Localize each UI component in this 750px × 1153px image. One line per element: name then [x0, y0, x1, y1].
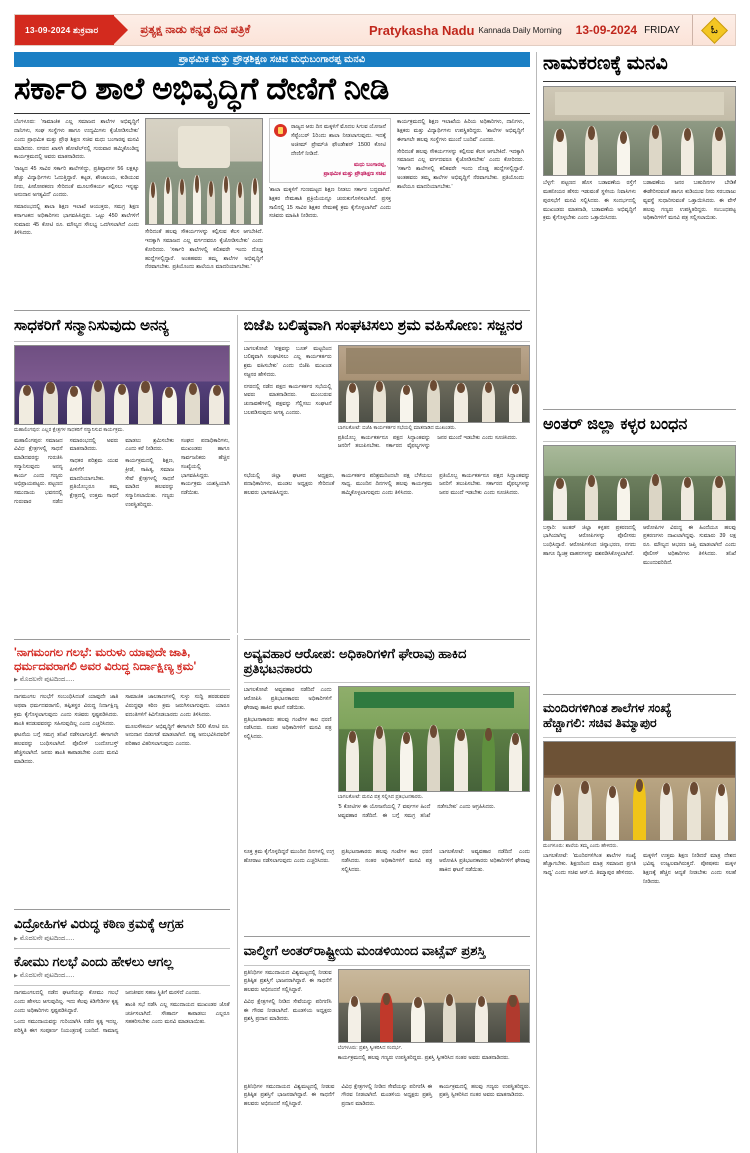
story-nagamangala-byline: ▶ ಮೊದಲನೇ ಪುಟದಿಂದ.....: [14, 676, 230, 686]
divider: [244, 965, 530, 966]
masthead-date-flag: [15, 15, 114, 45]
story-bjp-text-left: [244, 345, 332, 470]
story-paragraph: ಸಾಮಾಜಿಕ ಜಾಲತಾಣಗಳಲ್ಲಿ ಸುಳ್ಳು ಸುದ್ದಿ ಹರಡುವವರ ವಿರುದ್ಧವೂ ಕಠಿಣ ಕ್ರಮ ಜರುಗಿಸಲಾಗುವುದು. ಯಾರೂ ವದಂತಿಗಳಿಗೆ ಕಿವಿಗೊಡಬಾರದು ಎಂದು ತಿಳಿಸಿದರು.: [125, 694, 230, 718]
main-column: [14, 52, 530, 1153]
masthead-date-english: 13-09-2024: [575, 23, 638, 37]
story-paragraph: '5 ಕೋಟಿಗಳ ಈ ಯೋಜನೆಯಲ್ಲಿ 7 ವರ್ಷಗಳ ಹಿಂದೆ ಅವ್ಯವಹಾರ ನಡೆದಿದೆ. ಈ ಬಗ್ಗೆ ಸಮಗ್ರ ತನಿಖೆ ನಡೆಸಬೇಕು' ಎಂದು ಆಗ್ರಹಿಸಿದರು.: [337, 804, 496, 820]
story-paragraph: ಪ್ರತಿಭಟನಾಕಾರರು ಹಲವು ಗಂಟೆಗಳ ಕಾಲ ಧರಣಿ ನಡೆಸಿದರು. ನಂತರ ಅಧಿಕಾರಿಗಳಿಗೆ ಮನವಿ ಪತ್ರ ಸಲ್ಲಿಸಿದರು.: [341, 849, 433, 873]
rc-story2-paragraph: ಆರೋಪಿಗಳ ವಿರುದ್ಧ ಈ ಹಿಂದೆಯೂ ಹಲವು ಪ್ರಕರಣಗಳು ದಾಖಲಾಗಿದ್ದವು. ಸುಮಾರು 39 ಲಕ್ಷ ರೂ. ಮೌಲ್ಯದ ಆಭರಣ ಜಪ್ತಿ ಮಾಡಲಾಗಿದೆ ಎಂದು ಪೊಲೀಸ್ ಅಧಿಕಾರಿಗಳು ತಿಳಿಸಿದರು. ತನಿಖೆ ಮುಂದುವರಿದಿದೆ.: [643, 524, 736, 566]
story-volleyball-photo: [338, 969, 530, 1043]
divider: [14, 341, 230, 342]
story-bjp: [237, 315, 530, 632]
story-paragraph: ಮಹಾಲಿಂಗಪುರ: ಸಮಾಜದ ವಿವಿಧ ಕ್ಷೇತ್ರಗಳಲ್ಲಿ ಸಾಧನೆ ಮಾಡಿದವರನ್ನು ಗುರುತಿಸಿ ಸನ್ಮಾನಿಸುವುದು ಅನನ್ಯ ಕಾರ್ಯ ಎಂದು ಗಣ್ಯರು ಅಭಿಪ್ರಾಯಪಟ್ಟರು. ಪಟ್ಟಣದ ಸಮುದಾಯ ಭವನದಲ್ಲಿ ಗುರುವಾರ ನಡೆದ ಸಮಾರಂಭದಲ್ಲಿ ಅವರು ಮಾತನಾಡಿದರು.: [14, 437, 119, 505]
rc-story1-headline: ನಾಮಕರಣಕ್ಕೆ ಮನವಿ: [543, 53, 668, 74]
lead-photo-wrap: [145, 118, 263, 306]
story-volleyball-headline: ವಾಲ್ಮೀಗೆ ಅಂತರ್‌ರಾಷ್ಟ್ರೀಯ ಮಂಡಳಿಯಿಂದ ವಾಟ್ಸೆವ್ ಪ್ರಶಸ್ತಿ: [243, 943, 486, 959]
story-vidrohi-headline: ವಿದ್ರೋಹಿಗಳ ವಿರುದ್ಧ ಕಠಿಣ ಕ್ರಮಕ್ಕೆ ಆಗ್ರಹ: [14, 916, 184, 932]
masthead-title-kannada: ಪ್ರತ್ಯಕ್ಷ ನಾಡು ಕನ್ನಡ ದಿನ ಪತ್ರಿಕೆ: [140, 23, 251, 36]
infobox-signature-title: ಪ್ರಾಥಮಿಕ ಮತ್ತು ಪ್ರೌಢಶಿಕ್ಷಣ ಸಚಿವ: [323, 170, 386, 177]
lead-kicker: ಪ್ರಾಥಮಿಕ ಮತ್ತು ಪ್ರೌಢಶಿಕ್ಷಣ ಸಚಿವ ಮಧುಬಂಗಾರಪ್ಪ ಮನವಿ: [14, 52, 530, 67]
lead-paragraph: ಸೇರಿದಂತೆ ಹಲವು ಸೌಕರ್ಯಗಳನ್ನು ಕಲ್ಪಿಸುವ ಕೆಲಸ ಆಗಬೇಕಿದೆ. ಇದಕ್ಕಾಗಿ ಸಮಾಜದ ಎಲ್ಲ ವರ್ಗದವರೂ ಕೈಜೋಡಿಸಬೇಕು' ಎಂದು ಕೋರಿದರು. 'ಸರ್ಕಾರಿ ಶಾಲೆಗಳಲ್ಲಿ ಕಲಿತವರೇ ಇಂದು ದೊಡ್ಡ ಹುದ್ದೆಗಳಲ್ಲಿದ್ದಾರೆ. ಅಂತಹವರು ತಮ್ಮ ಶಾಲೆಗಳ ಅಭಿವೃದ್ಧಿಗೆ ನೆರವಾಗಬೇಕು. ಪ್ರತಿಯೊಂದು ಶಾಲೆಯೂ ಮಾದರಿಯಾಗಬೇಕು.': [397, 148, 524, 190]
rc-story3-paragraph: ಮಕ್ಕಳಿಗೆ ಉತ್ತಮ ಶಿಕ್ಷಣ ನೀಡಿದರೆ ಮಾತ್ರ ದೇಶದ ಭವಿಷ್ಯ ಉಜ್ವಲವಾಗಿರುತ್ತದೆ. ಪೋಷಕರು ಮಕ್ಕಳ ಶಿಕ್ಷಣಕ್ಕೆ ಹೆಚ್ಚಿನ ಆದ್ಯತೆ ನೀಡಬೇಕು ಎಂದು ಸಲಹೆ ನೀಡಿದರು.: [643, 852, 736, 885]
story-paragraph: ಘಟನೆಯ ಬಗ್ಗೆ ಸಮಗ್ರ ತನಿಖೆ ನಡೆಸಲಾಗುತ್ತಿದೆ. ಈಗಾಗಲೇ ಹಲವರನ್ನು ಬಂಧಿಸಲಾಗಿದೆ. ಪೊಲೀಸ್ ಬಂದೋಬಸ್ತ್ ಹೆಚ್ಚಿಸಲಾಗಿದೆ. ಜನರು ಶಾಂತಿ ಕಾಪಾಡಬೇಕು ಎಂದು ಮನವಿ ಮಾಡಿದರು.: [14, 732, 119, 765]
story-vidrohi-byline: ▶ ಮೊದಲನೇ ಪುಟದಿಂದ.....: [14, 935, 230, 945]
story-komu-byline: ▶ ಮೊದಲನೇ ಪುಟದಿಂದ.....: [14, 972, 230, 982]
rc-story3-caption: ಮಂಗಳೂರು: ಶಾಲೆಯ ತಮ್ಮ ಎಂದು ಹೇಳಿದರು.: [543, 842, 618, 849]
story-nagamangala-headline-l1: 'ನಾಗಮಂಗಲ ಗಲಭೆ: ಮರುಳು ಯಾವುದೇ ಜಾತಿ,: [14, 646, 191, 659]
masthead-subtitle-english: Kannada Daily Morning: [478, 25, 562, 35]
lower-midsection: [14, 635, 530, 1153]
story-bjp-headline: ಬಿಜೆಪಿ ಬಲಿಷ್ಠವಾಗಿ ಸಂಘಟಿಸಲು ಶ್ರಮ ವಹಿಸೋಣ: ಸಜ್ಜನರ: [243, 317, 523, 335]
rc-story3-headline-l1: ಮಂದಿರಗಳಿಗಿಂತ ಶಾಲೆಗಳ ಸಂಖ್ಯೆ: [543, 700, 672, 715]
story-paragraph: ಪ್ರತಿನಿಧಿಗಳ ಸಮುದಾಯದ ವಿಶ್ವಮಟ್ಟದಲ್ಲಿ ನೀಡುವ ಪ್ರತಿಷ್ಠಿತ ಪ್ರಶಸ್ತಿಗೆ ಭಾಜನರಾಗಿದ್ದಾರೆ. ಈ ಸಾಧನೆಗೆ ಹಲವರು ಅಭಿನಂದನೆ ಸಲ್ಲಿಸಿದ್ದಾರೆ.: [243, 1083, 335, 1108]
story-paragraph: ಸಾಧಕರ ಪರಿಶ್ರಮ ಯುವ ಪೀಳಿಗೆಗೆ ಮಾದರಿಯಾಗಬೇಕು. ಪ್ರತಿಯೊಬ್ಬರೂ ತಮ್ಮ ಕ್ಷೇತ್ರದಲ್ಲಿ ಉತ್ತಮ ಸಾಧನೆ ಮಾಡಲು ಶ್ರಮಿಸಬೇಕು ಎಂದು ಕರೆ ನೀಡಿದರು.: [69, 437, 174, 500]
divider: [543, 409, 736, 410]
story-volleyball-caption: ಬೆಂಗಳೂರು: ಪ್ರಶಸ್ತಿ ಸ್ವೀಕರಿಸಿದ ಸಂದರ್ಭ.: [337, 1044, 403, 1051]
story-achievers-caption: ಮಹಾಲಿಂಗಪುರ: ಎಲ್ಲರ ಕ್ಷೇತ್ರಗಳ ಸಾಧಕರಿಗೆ ಸನ್ಮಾನಿಸುವ ಕಾರ್ಯಕ್ರಮ.: [14, 426, 124, 433]
story-paragraph: ನಾಗಮಂಗಲದಲ್ಲಿ ನಡೆದ ಘಟನೆಯನ್ನು ಕೋಮು ಗಲಭೆ ಎಂದು ಹೇಳಲು ಆಗುವುದಿಲ್ಲ. ಇದು ಕೆಲವು ಕಿಡಿಗೇಡಿಗಳ ಕೃತ್ಯ ಎಂದು ಅಧಿಕಾರಿಗಳು ಸ್ಪಷ್ಟಪಡಿಸಿದ್ದಾರೆ.: [14, 990, 119, 1014]
story-paragraph: ಕಾರ್ಯಕರ್ತರ ಪರಿಶ್ರಮದಿಂದಲೇ ಪಕ್ಷ ಬೆಳೆಯಲು ಸಾಧ್ಯ. ಮುಂದಿನ ದಿನಗಳಲ್ಲಿ ಹಲವು ಕಾರ್ಯಕ್ರಮ ಹಮ್ಮಿಕೊಳ್ಳಲಾಗುವುದು ಎಂದು ತಿಳಿಸಿದರು.: [341, 472, 433, 497]
masthead-logo: [692, 15, 735, 45]
divider: [244, 682, 530, 683]
lead-text-right: [269, 118, 391, 306]
divider: [14, 113, 530, 114]
divider: [543, 441, 736, 442]
story-komu-headline: ಕೋಮು ಗಲಭೆ ಎಂದು ಹೇಳಲು ಆಗಲ್ಲ: [14, 953, 174, 969]
story-achievers: [14, 315, 230, 632]
divider: [14, 985, 230, 986]
story-protest-photo: [338, 686, 530, 792]
rc-story3-paragraph: ಬಾಗಲಕೋಟೆ: 'ಮಂದಿರಗಳಿಗಿಂತ ಶಾಲೆಗಳ ಸಂಖ್ಯೆ ಹೆಚ್ಚಾಗಬೇಕು. ಶಿಕ್ಷಣದಿಂದ ಮಾತ್ರ ಸಮಾಜದ ಪ್ರಗತಿ ಸಾಧ್ಯ' ಎಂದು ಸಚಿವ ಆರ್.ಬಿ. ತಿಮ್ಮಾಪುರ ಹೇಳಿದರು.: [543, 852, 636, 876]
story-protest: [237, 635, 530, 1153]
story-achievers-headline: ಸಾಧಕರಿಗೆ ಸನ್ಮಾನಿಸುವುದು ಅನನ್ಯ: [14, 317, 169, 335]
lead-paragraph: ಸಮಾರಂಭದಲ್ಲಿ ಶಾಲಾ ಶಿಕ್ಷಣ ಇಲಾಖೆ ಆಯುಕ್ತರು, ಸಮಗ್ರ ಶಿಕ್ಷಣ ಕರ್ನಾಟಕದ ಅಧಿಕಾರಿಗಳು ಭಾಗವಹಿಸಿದ್ದರು. ಒಟ್ಟು 450 ಶಾಲೆಗಳಿಗೆ ಸುಮಾರು 45 ಕೋಟಿ ರೂ. ಮೌಲ್ಯದ ಸೌಲಭ್ಯ ಒದಗಿಸಲಾಗಿದೆ ಎಂದು ತಿಳಿಸಿದರು.: [14, 204, 139, 237]
story-paragraph: ಕಾರ್ಯಕ್ರಮದಲ್ಲಿ ಹಲವು ಗಣ್ಯರು ಉಪಸ್ಥಿತರಿದ್ದರು. ಪ್ರಶಸ್ತಿ ಸ್ವೀಕರಿಸಿದ ನಂತರ ಅವರು ಮಾತನಾಡಿದರು.: [337, 1054, 510, 1061]
infobox-signature-name: ಮಧು ಬಂಗಾರಪ್ಪ,: [353, 162, 386, 169]
story-nagamangala-headline-l2: ಧರ್ಮದವರಾಗಲಿ ಅವರ ವಿರುದ್ಧ ನಿರ್ದಾಕ್ಷಿಣ್ಯ ಕ್ರಮ': [14, 661, 197, 674]
lead-text-left: [14, 118, 139, 306]
divider: [14, 689, 230, 690]
story-achievers-photo: [14, 345, 230, 425]
lead-headline: ಸರ್ಕಾರಿ ಶಾಲೆ ಅಭಿವೃದ್ಧಿಗೆ ದೇಣಿಗೆ ನೀಡಿ: [14, 71, 389, 106]
story-paragraph: ಸೂಕ್ತ ಕ್ರಮ ಕೈಗೊಳ್ಳದಿದ್ದರೆ ಮುಂದಿನ ದಿನಗಳಲ್ಲಿ ಉಗ್ರ ಹೋರಾಟ ನಡೆಸಲಾಗುವುದು ಎಂದು ಎಚ್ಚರಿಸಿದರು.: [243, 849, 335, 865]
story-bjp-photo-wrap: [338, 345, 530, 470]
rc-story2-headline: ಅಂತರ್ ಜಿಲ್ಲಾ ಕಳ್ಳರ ಬಂಧನ: [543, 416, 688, 434]
masthead-title-english: Pratykasha Nadu: [369, 22, 475, 38]
story-paragraph: ಪ್ರತಿಭಟನಾಕಾರರು ಹಲವು ಗಂಟೆಗಳ ಕಾಲ ಧರಣಿ ನಡೆಸಿದರು. ನಂತರ ಅಧಿಕಾರಿಗಳಿಗೆ ಮನವಿ ಪತ್ರ ಸಲ್ಲಿಸಿದರು.: [243, 716, 332, 741]
story-paragraph: ಬಾಗಲಕೋಟೆ: ಅವ್ಯವಹಾರ ನಡೆದಿದೆ ಎಂದು ಆರೋಪಿಸಿ ಪ್ರತಿಭಟನಕಾರರು ಅಧಿಕಾರಿಗಳಿಗೆ ಘೇರಾವು ಹಾಕಿದ ಘಟನೆ ನಡೆಯಿತು.: [243, 687, 332, 711]
divider: [543, 81, 736, 82]
rc-story1-photo: [543, 86, 736, 176]
story-paragraph: ಶಾಂತಿ ಸಭೆ ನಡೆಸಿ ಎಲ್ಲ ಸಮುದಾಯದ ಮುಖಂಡರ ಜೊತೆ ಚರ್ಚಿಸಲಾಗಿದೆ. ಸೌಹಾರ್ದ ಕಾಪಾಡಲು ಎಲ್ಲರೂ ಸಹಕರಿಸಬೇಕು ಎಂದು ಮನವಿ ಮಾಡಲಾಯಿತು.: [125, 1001, 230, 1026]
divider: [543, 694, 736, 695]
masthead-date-kannada: 13-09-2024 ಶುಕ್ರವಾರ: [25, 24, 99, 35]
lead-paragraph: 'ಶಾಲಾ ಮಕ್ಕಳಿಗೆ ಗುಣಮಟ್ಟದ ಶಿಕ್ಷಣ ನೀಡಲು ಸರ್ಕಾರ ಬದ್ಧವಾಗಿದೆ. ಶಿಕ್ಷಕರ ನೇಮಕಾತಿ ಪ್ರಕ್ರಿಯೆಯನ್ನೂ ಚುರುಕುಗೊಳಿಸಲಾಗಿದೆ. ಪ್ರಸಕ್ತ ಸಾಲಿನಲ್ಲಿ 15 ಸಾವಿರ ಶಿಕ್ಷಕರ ನೇಮಕಕ್ಕೆ ಕ್ರಮ ಕೈಗೊಳ್ಳಲಾಗಿದೆ' ಎಂದು ಸಚಿವರು ಮಾಹಿತಿ ನೀಡಿದರು.: [269, 187, 391, 220]
masthead: [14, 14, 736, 46]
masthead-day: FRIDAY: [644, 24, 680, 36]
story-paragraph: ಪ್ರತಿನಿಧಿಗಳ ಸಮುದಾಯದ ವಿಶ್ವಮಟ್ಟದಲ್ಲಿ ನೀಡುವ ಪ್ರತಿಷ್ಠಿತ ಪ್ರಶಸ್ತಿಗೆ ಭಾಜನರಾಗಿದ್ದಾರೆ. ಈ ಸಾಧನೆಗೆ ಹಲವರು ಅಭಿನಂದನೆ ಸಲ್ಲಿಸಿದ್ದಾರೆ.: [243, 969, 332, 994]
right-column: [536, 52, 736, 1153]
newspaper-logo-icon: [701, 17, 728, 44]
story-paragraph: ಒಂದು ಸಮುದಾಯವನ್ನು ಗುರಿಯಾಗಿಸಿ ನಡೆದ ಕೃತ್ಯ ಇದಲ್ಲ. ಪರಿಸ್ಥಿತಿ ಈಗ ಸಂಪೂರ್ಣ ನಿಯಂತ್ರಣಕ್ಕೆ ಬಂದಿದೆ. ಸಾಮಾನ್ಯ ಜನಜೀವನ ಸಹಜ ಸ್ಥಿತಿಗೆ ಮರಳಿದೆ ಎಂದರು.: [14, 990, 201, 1035]
lead-paragraph: ಸೇರಿದಂತೆ ಹಲವು ಸೌಕರ್ಯಗಳನ್ನು ಕಲ್ಪಿಸುವ ಕೆಲಸ ಆಗಬೇಕಿದೆ. ಇದಕ್ಕಾಗಿ ಸಮಾಜದ ಎಲ್ಲ ವರ್ಗದವರೂ ಕೈಜೋಡಿಸಬೇಕು' ಎಂದು ಕೋರಿದರು. 'ಸರ್ಕಾರಿ ಶಾಲೆಗಳಲ್ಲಿ ಕಲಿತವರೇ ಇಂದು ದೊಡ್ಡ ಹುದ್ದೆಗಳಲ್ಲಿದ್ದಾರೆ. ಅಂತಹವರು ತಮ್ಮ ಶಾಲೆಗಳ ಅಭಿವೃದ್ಧಿಗೆ ನೆರವಾಗಬೇಕು. ಪ್ರತಿಯೊಂದು ಶಾಲೆಯೂ ಮಾದರಿಯಾಗಬೇಕು.': [145, 229, 263, 271]
story-protest-headline: ಅವ್ಯವಹಾರ ಆರೋಪ: ಅಧಿಕಾರಿಗಳಿಗೆ ಘೇರಾವು ಹಾಕಿದ ಪ್ರತಿಭಟನಕಾರರು: [243, 645, 467, 677]
rc-story3-photo: [543, 741, 736, 841]
lead-paragraph: 'ರಾಜ್ಯದ 45 ಸಾವಿರ ಸರ್ಕಾರಿ ಶಾಲೆಗಳಿದ್ದು, ಪ್ರತಿಷ್ಠಾನಗಳ 56 ಲಕ್ಷಕ್ಕೂ ಹೆಚ್ಚು ವಿದ್ಯಾರ್ಥಿಗಳು ಓದುತ್ತಿದ್ದಾರೆ. ಕಟ್ಟಡ, ಶೌಚಾಲಯ, ಕುಡಿಯುವ ನೀರು, ಪೀಠೋಪಕರಣ ಸೇರಿದಂತೆ ಮೂಲಸೌಕರ್ಯ ಕಲ್ಪಿಸಲು ಇನ್ನಷ್ಟು ಅನುದಾನ ಅಗತ್ಯವಿದೆ' ಎಂದರು.: [14, 166, 139, 199]
story-paragraph: ಕಾರ್ಯಕ್ರಮದಲ್ಲಿ ಹಲವು ಗಣ್ಯರು ಉಪಸ್ಥಿತರಿದ್ದರು. ಪ್ರಶಸ್ತಿ ಸ್ವೀಕರಿಸಿದ ನಂತರ ಅವರು ಮಾತನಾಡಿದರು.: [439, 1083, 530, 1099]
story-paragraph: ನಾಗಮಂಗಲ ಗಲಭೆಗೆ ಸಂಬಂಧಿಸಿದಂತೆ ಯಾವುದೇ ಜಾತಿ ಅಥವಾ ಧರ್ಮದವರಾಗಲಿ, ತಪ್ಪಿತಸ್ಥರ ವಿರುದ್ಧ ನಿರ್ದಾಕ್ಷಿಣ್ಯ ಕ್ರಮ ಕೈಗೊಳ್ಳಲಾಗುವುದು ಎಂದು ಸಚಿವರು ಸ್ಪಷ್ಟಪಡಿಸಿದರು. ಶಾಂತಿ ಕದಡುವವರನ್ನು ಸಹಿಸುವುದಿಲ್ಲ ಎಂದು ಎಚ್ಚರಿಸಿದರು.: [14, 694, 119, 727]
story-paragraph: ಬಾಗಲಕೋಟೆ: ಅವ್ಯವಹಾರ ನಡೆದಿದೆ ಎಂದು ಆರೋಪಿಸಿ ಪ್ರತಿಭಟನಕಾರರು ಅಧಿಕಾರಿಗಳಿಗೆ ಘೇರಾವು ಹಾಕಿದ ಘಟನೆ ನಡೆಯಿತು.: [439, 849, 530, 873]
divider: [14, 948, 230, 949]
announcement-icon: [274, 124, 287, 137]
divider: [14, 310, 530, 311]
lead-text-far-right: [397, 118, 524, 306]
story-bjp-photo: [338, 345, 530, 423]
divider: [543, 737, 736, 738]
lead-paragraph: ಬೆಂಗಳೂರು: 'ಸಾಮಾಜಿಕ ಎಲ್ಲ ಸಮಾಜದ ಶಾಲೆಗಳ ಅಭಿವೃದ್ಧಿಗೆ ದಾನಿಗಳು, ಸಂಘ ಸಂಸ್ಥೆಗಳು ಹಾಗೂ ಉದ್ಯಮಿಗಳು ಕೈಜೋಡಿಸಬೇಕು' ಎಂದು ಪ್ರಾಥಮಿಕ ಮತ್ತು ಪ್ರೌಢ ಶಿಕ್ಷಣ ಸಚಿವ ಮಧು ಬಂಗಾರಪ್ಪ ಮನವಿ ಮಾಡಿದರು. ನಗರದ ಖಾಸಗಿ ಹೋಟೆಲ್‌ನಲ್ಲಿ ಗುರುವಾರ ಹಮ್ಮಿಕೊಂಡಿದ್ದ ಕಾರ್ಯಕ್ರಮದಲ್ಲಿ ಅವರು ಮಾತನಾಡಿದರು.: [14, 119, 139, 161]
divider: [244, 639, 530, 640]
story-paragraph: ಮೂಲಸೌಕರ್ಯ ಅಭಿವೃದ್ಧಿಗೆ ಈಗಾಗಲೇ 500 ಕೋಟಿ ರೂ. ಅನುದಾನ ಬಿಡುಗಡೆ ಮಾಡಲಾಗಿದೆ. ನಷ್ಟ ಅನುಭವಿಸಿದವರಿಗೆ ಪರಿಹಾರ ವಿತರಿಸಲಾಗುವುದು ಎಂದರು.: [125, 723, 230, 748]
lead-story-block: [14, 118, 530, 306]
midsection: [14, 315, 530, 632]
divider: [14, 909, 230, 910]
infobox-text: ರಾಜ್ಯದ ಆರು ದಿನ ಮಕ್ಕಳಿಗೆ ಮೊದಲ ಸಿಗುವ ಯೋಜನೆ ಸೆಪ್ಟೆಂಬರ್ 1ರಿಂದು ಶಾಲಾ ನೀಡಲಾಗುವುದು. ಇದಕ್ಕೆ ಅಜೀಮ್ ಪ್ರೇಮ್‌ಜಿ ಫೌಂಡೇಶನ್ 1500 ಕೋಟಿ ದೇಣಿಗೆ ನೀಡಿದೆ.: [291, 124, 386, 158]
rc-story3-headline-l2: ಹೆಚ್ಚಾಗಲಿ: ಸಚಿವ ತಿಮ್ಮಾಪುರ: [543, 715, 657, 730]
story-paragraph: ಬಾಗಲಕೋಟೆ: 'ಪಕ್ಷವನ್ನು ಬೂತ್ ಮಟ್ಟದಿಂದ ಬಲಿಷ್ಠವಾಗಿ ಸಂಘಟಿಸಲು ಎಲ್ಲ ಕಾರ್ಯಕರ್ತರು ಶ್ರಮ ವಹಿಸಬೇಕು' ಎಂದು ಬಿಜೆಪಿ ಮುಖಂಡ ಸಜ್ಜನರ ಹೇಳಿದರು.: [243, 345, 332, 378]
story-paragraph: ಪ್ರತಿಯೊಬ್ಬ ಕಾರ್ಯಕರ್ತನೂ ಪಕ್ಷದ ಸಿದ್ಧಾಂತವನ್ನು ಜನರಿಗೆ ತಲುಪಿಸಬೇಕು. ಸರ್ಕಾರದ ವೈಫಲ್ಯಗಳನ್ನು ಜನರ ಮುಂದೆ ಇಡಬೇಕು ಎಂದು ಸೂಚಿಸಿದರು.: [337, 434, 518, 450]
story-protest-caption: ಬಾಗಲಕೋಟೆ: ಮನವಿ ಪತ್ರ ಸಲ್ಲಿಸಿದ ಪ್ರತಿಭಟನಕಾರರು.: [337, 794, 424, 801]
page-body: [14, 52, 736, 1153]
story-bjp-caption: ಬಾಗಲಕೋಟೆ: ಬಿಜೆಪಿ ಕಾರ್ಯಕರ್ತರ ಸಭೆಯಲ್ಲಿ ಮಾತನಾಡಿದ ಮುಖಂಡರು.: [337, 424, 457, 431]
story-nagamangala: [14, 635, 230, 1153]
divider: [244, 936, 530, 937]
story-paragraph: ವಿವಿಧ ಕ್ಷೇತ್ರಗಳಲ್ಲಿ ನೀಡಿದ ಸೇವೆಯನ್ನು ಪರಿಗಣಿಸಿ ಈ ಗೌರವ ನೀಡಲಾಗಿದೆ. ಮಂಡಳಿಯ ಅಧ್ಯಕ್ಷರು ಪ್ರಶಸ್ತಿ ಪ್ರದಾನ ಮಾಡಿದರು.: [243, 998, 332, 1023]
quote-infobox: [269, 118, 391, 183]
rc-story2-paragraph: ಬಳ್ಳಾರಿ: ಅಂತರ್ ಜಿಲ್ಲಾ ಕಳ್ಳತನ ಪ್ರಕರಣದಲ್ಲಿ ಭಾಗಿಯಾಗಿದ್ದ ಆರೋಪಿಗಳನ್ನು ಪೊಲೀಸರು ಬಂಧಿಸಿದ್ದಾರೆ. ಆರೋಪಿಗಳಿಂದ ಚಿನ್ನಾಭರಣ, ನಗದು ಹಾಗೂ ದ್ವಿಚಕ್ರ ವಾಹನಗಳನ್ನು ವಶಪಡಿಸಿಕೊಳ್ಳಲಾಗಿದೆ.: [543, 524, 636, 557]
story-paragraph: ಸಂಘದ ಪದಾಧಿಕಾರಿಗಳು, ಮುಖಂಡರು ಹಾಗೂ ಸಾರ್ವಜನಿಕರು ಹೆಚ್ಚಿನ ಸಂಖ್ಯೆಯಲ್ಲಿ ಭಾಗವಹಿಸಿದ್ದರು. ಕಾರ್ಯಕ್ರಮ ಯಶಸ್ವಿಯಾಗಿ ನಡೆಯಿತು.: [180, 437, 230, 497]
story-paragraph: ವಿವಿಧ ಕ್ಷೇತ್ರಗಳಲ್ಲಿ ನೀಡಿದ ಸೇವೆಯನ್ನು ಪರಿಗಣಿಸಿ ಈ ಗೌರವ ನೀಡಲಾಗಿದೆ. ಮಂಡಳಿಯ ಅಧ್ಯಕ್ಷರು ಪ್ರಶಸ್ತಿ ಪ್ರದಾನ ಮಾಡಿದರು.: [341, 1083, 433, 1108]
rc-story2-photo: [543, 445, 736, 521]
story-paragraph: ಪ್ರತಿಯೊಬ್ಬ ಕಾರ್ಯಕರ್ತನೂ ಪಕ್ಷದ ಸಿದ್ಧಾಂತವನ್ನು ಜನರಿಗೆ ತಲುಪಿಸಬೇಕು. ಸರ್ಕಾರದ ವೈಫಲ್ಯಗಳನ್ನು ಜನರ ಮುಂದೆ ಇಡಬೇಕು ಎಂದು ಸೂಚಿಸಿದರು.: [439, 472, 530, 497]
rc-story1-paragraph: ಬೆಳ್ಳಗೆ: ಪಟ್ಟಣದ ಹೊಸ ಬಡಾವಣೆಯ ರಸ್ತೆಗೆ ಮಹನೀಯರ ಹೆಸರು ಇಡುವಂತೆ ಸ್ಥಳೀಯ ನಿವಾಸಿಗಳು ಪುರಸಭೆಗೆ ಮನವಿ ಸಲ್ಲಿಸಿದರು. ಈ ಸಂದರ್ಭದಲ್ಲಿ ಮುಖಂಡರು ಮಾತನಾಡಿ, ಬಡಾವಣೆಯ ಅಭಿವೃದ್ಧಿಗೆ ಕ್ರಮ ಕೈಗೊಳ್ಳಬೇಕು ಎಂದು ಒತ್ತಾಯಿಸಿದರು.: [543, 180, 636, 222]
lead-paragraph: ಕಾರ್ಯಕ್ರಮದಲ್ಲಿ ಶಿಕ್ಷಣ ಇಲಾಖೆಯ ಹಿರಿಯ ಅಧಿಕಾರಿಗಳು, ದಾನಿಗಳು, ಶಿಕ್ಷಕರು ಮತ್ತು ವಿದ್ಯಾರ್ಥಿಗಳು ಉಪಸ್ಥಿತರಿದ್ದರು. 'ಶಾಲೆಗಳ ಅಭಿವೃದ್ಧಿಗೆ ಈಗಾಗಲೇ ಹಲವು ಸಂಸ್ಥೆಗಳು ಮುಂದೆ ಬಂದಿವೆ' ಎಂದರು.: [397, 119, 524, 143]
logo-glyph: ಓ: [710, 24, 718, 36]
story-paragraph: ನಗರದಲ್ಲಿ ನಡೆದ ಪಕ್ಷದ ಕಾರ್ಯಕರ್ತರ ಸಭೆಯಲ್ಲಿ ಅವರು ಮಾತನಾಡಿದರು. ಮುಂಬರುವ ಚುನಾವಣೆಗಳಲ್ಲಿ ಪಕ್ಷವನ್ನು ಗೆಲ್ಲಿಸಲು ಸಂಘಟನೆ ಬಲಪಡಿಸುವುದು ಅಗತ್ಯ ಎಂದರು.: [243, 383, 332, 416]
divider: [244, 341, 530, 342]
lead-photo: [145, 118, 263, 225]
newspaper-sheet: [14, 14, 736, 1134]
rc-story1-paragraph: ಬಡಾವಣೆಯ ಜನರ ಬಹುದಿನಗಳ ಬೇಡಿಕೆ ಈಡೇರಿಸುವಂತೆ ಹಾಗೂ ಕುಡಿಯುವ ನೀರು ಸರಬರಾಜು ವ್ಯವಸ್ಥೆ ಸುಧಾರಿಸುವಂತೆ ಒತ್ತಾಯಿಸಿದರು. ಈ ವೇಳೆ ಹಲವು ಗಣ್ಯರು ಉಪಸ್ಥಿತರಿದ್ದರು. ಸಂಬಂಧಪಟ್ಟ ಅಧಿಕಾರಿಗಳಿಗೆ ಮನವಿ ಪತ್ರ ಸಲ್ಲಿಸಲಾಯಿತು.: [643, 180, 736, 222]
divider: [14, 639, 230, 640]
story-paragraph: ಕಾರ್ಯಕ್ರಮದಲ್ಲಿ ಶಿಕ್ಷಣ, ಕ್ರೀಡೆ, ಸಾಹಿತ್ಯ, ಸಮಾಜ ಸೇವೆ ಕ್ಷೇತ್ರಗಳಲ್ಲಿ ಸಾಧನೆ ಮಾಡಿದ ಹಲವರನ್ನು ಸನ್ಮಾನಿಸಲಾಯಿತು. ಗಣ್ಯರು ಉಪಸ್ಥಿತರಿದ್ದರು.: [125, 458, 174, 508]
story-paragraph: ಸಭೆಯಲ್ಲಿ ಜಿಲ್ಲಾ ಘಟಕದ ಅಧ್ಯಕ್ಷರು, ಪದಾಧಿಕಾರಿಗಳು, ಮಂಡಲ ಅಧ್ಯಕ್ಷರು ಸೇರಿದಂತೆ ಹಲವರು ಭಾಗವಹಿಸಿದ್ದರು.: [243, 472, 335, 497]
